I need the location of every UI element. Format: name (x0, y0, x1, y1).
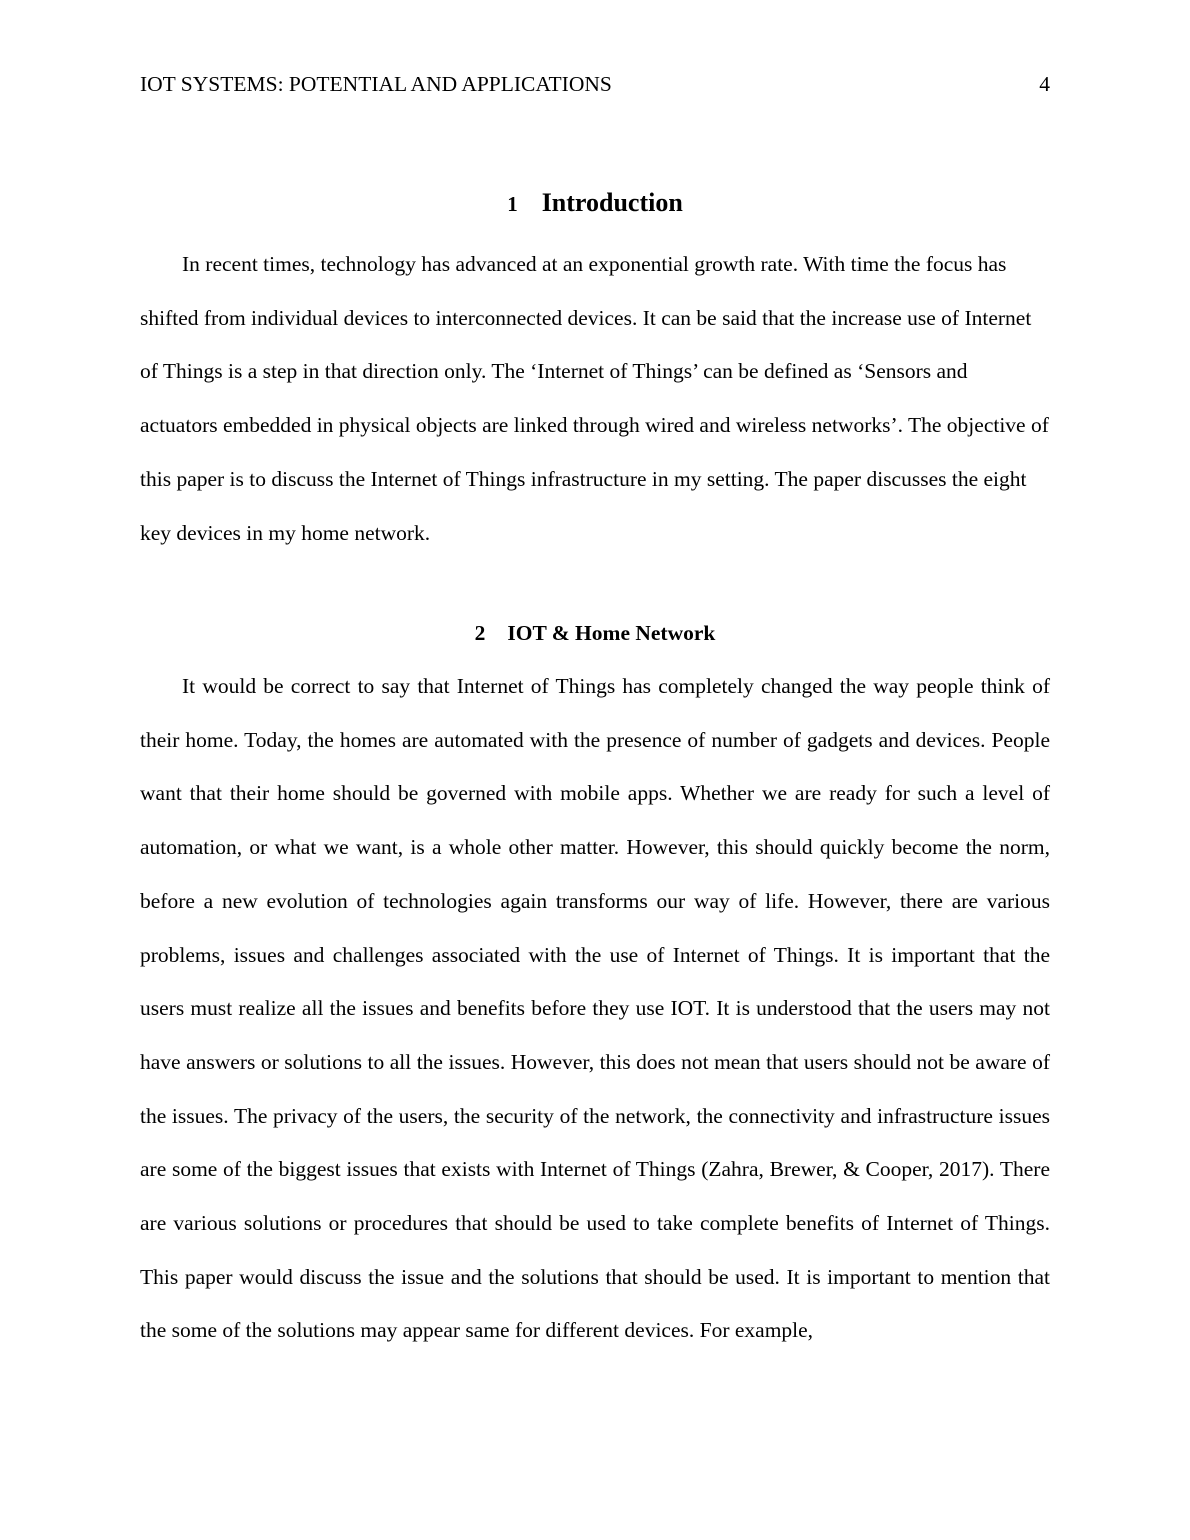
section-title: IOT & Home Network (507, 621, 716, 645)
section-title: Introduction (541, 188, 683, 217)
running-header (140, 70, 1050, 98)
page-number: 4 (1039, 72, 1050, 96)
iot-home-network-paragraph: It would be correct to say that Internet of Things has completely changed the way people think of their home. Today, the homes are automated with the presence of number of gadgets and devices. People want that their home should be governed with mobile apps. Whether we are ready for such a level of automation, or what we want, is a whole other matter. However, this should quickly become the norm, before a new evolution of technologies again transforms our way of life. However, there are various problems, issues and challenges associated with the use of Internet of Things. It is important that the users must realize all the issues and benefits before they use IOT. It is understood that the users may not have answers or solutions to all the issues. However, this does not mean that users should not be aware of the issues. The privacy of the users, the security of the network, the connectivity and infrastructure issues are some of the biggest issues that exists with Internet of Things (Zahra, Brewer, & Cooper, 2017). There are various solutions or procedures that should be used to take complete benefits of Internet of Things. This paper would discuss the issue and the solutions that should be used. It is important to mention that the some of the solutions may appear same for different devices. For example, (140, 674, 1050, 1343)
section-heading-iot-home-network (140, 618, 1050, 648)
section-heading-introduction (140, 186, 1050, 221)
introduction-paragraph: In recent times, technology has advanced at an exponential growth rate. With time the focus has shifted from individual devices to interconnected devices. It can be said that the increase use of Internet of Things is a step in that direction only. The ‘Internet of Things’ can be defined as ‘Sensors and actuators embedded in physical objects are linked through wired and wireless networks’. The objective of this paper is to discuss the Internet of Things infrastructure in my setting. The paper discusses the eight key devices in my home network. (140, 252, 1049, 545)
running-head-title: IOT SYSTEMS: POTENTIAL AND APPLICATIONS (140, 72, 612, 96)
section-number: 2 (474, 621, 486, 645)
section-number: 1 (507, 192, 518, 216)
